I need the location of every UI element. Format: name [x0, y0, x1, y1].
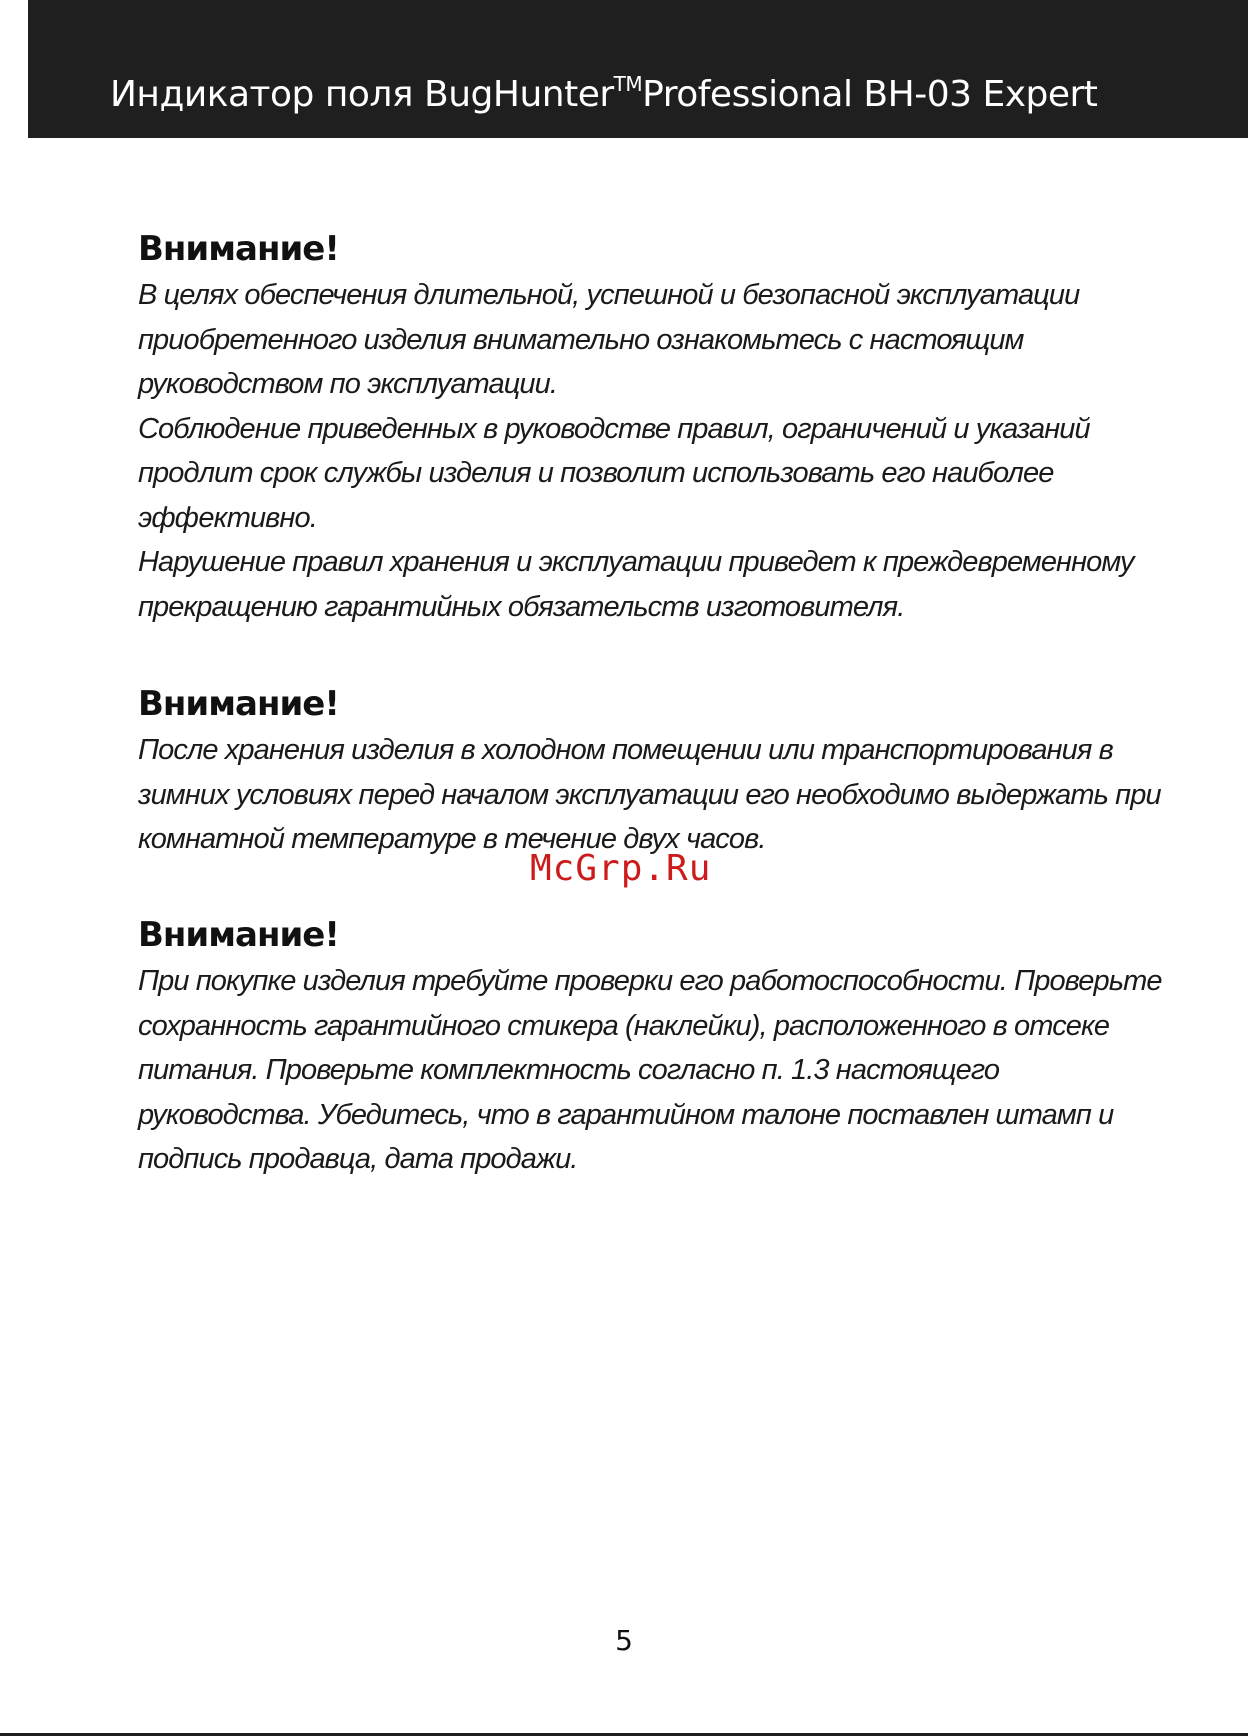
- title-rest: Professional BH-03 Expert: [642, 74, 1098, 115]
- trademark-mark: TM: [613, 72, 643, 96]
- text-line: руководства. Убедитесь, что в гарантийном талоне поставлен штамп и: [138, 1098, 1114, 1131]
- warning-heading: Внимание!: [138, 229, 339, 269]
- text-line: Соблюдение приведенных в руководстве правил, ограничений и указаний: [138, 412, 1090, 445]
- warning-heading: Внимание!: [138, 915, 339, 955]
- warning-section-3: [138, 911, 1162, 1182]
- warning-text: [138, 728, 1161, 862]
- text-line: прекращению гарантийных обязательств изготовителя.: [138, 590, 905, 623]
- warning-section-2: [138, 680, 1161, 862]
- text-line: продлит срок службы изделия и позволит использовать его наиболее: [138, 457, 1054, 489]
- text-line: подпись продавца, дата продажи.: [138, 1143, 578, 1175]
- text-line: Нарушение правил хранения и эксплуатации приведет к преждевременному: [138, 546, 1134, 578]
- warning-text: [138, 959, 1162, 1182]
- text-line: В целях обеспечения длительной, успешной и безопасной эксплуатации: [138, 279, 1080, 311]
- text-line: При покупке изделия требуйте проверки его работоспособности. Проверьте: [138, 965, 1162, 997]
- text-line: питания. Проверьте комплектность согласно п. 1.3 настоящего: [138, 1054, 1000, 1086]
- page-number: 5: [615, 1624, 633, 1657]
- title-main: Индикатор поля BugHunter: [110, 74, 614, 115]
- watermark: McGrp.Ru: [530, 848, 712, 889]
- text-line: эффективно.: [138, 501, 317, 534]
- warning-heading: Внимание!: [138, 684, 339, 724]
- text-line: руководством по эксплуатации.: [138, 368, 558, 400]
- header-bar: [28, 0, 1248, 138]
- document-title: [110, 74, 1097, 115]
- warning-section-1: [138, 225, 1138, 629]
- text-line: зимних условиях перед началом эксплуатации его необходимо выдержать при: [138, 778, 1161, 811]
- warning-text: [138, 273, 1138, 629]
- text-line: комнатной температуре в течение двух часов.: [138, 823, 766, 855]
- text-line: приобретенного изделия внимательно ознакомьтесь с настоящим: [138, 323, 1024, 356]
- text-line: После хранения изделия в холодном помещении или транспортирования в: [138, 734, 1113, 766]
- text-line: сохранность гарантийного стикера (наклейки), расположенного в отсеке: [138, 1009, 1110, 1042]
